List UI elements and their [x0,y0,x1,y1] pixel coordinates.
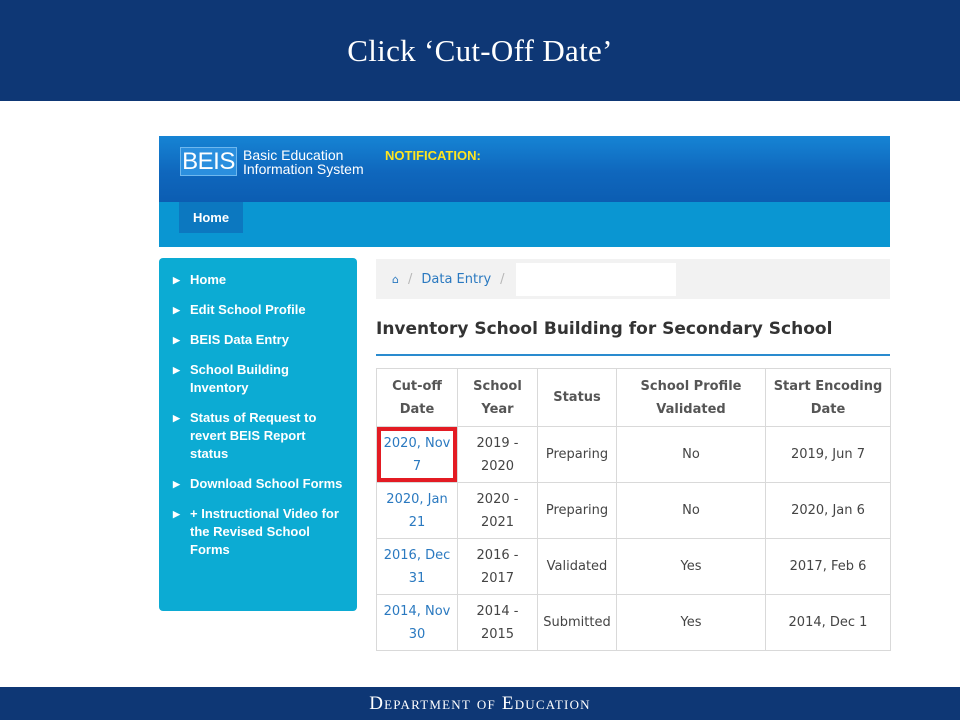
cutoff-date-link[interactable]: 2016, Dec 31 [383,547,451,586]
sidebar-item-edit-school-profile[interactable] [159,301,357,319]
cutoff-date-cell [377,483,458,539]
sidebar-item-label: + Instructional Video for the Revised School Forms [190,506,339,557]
logo-line-2: Information System [243,161,364,177]
sidebar [159,258,357,611]
status-cell: Preparing [538,427,617,483]
beis-app-screenshot [159,136,890,656]
caret-right-icon: ▶ [173,479,180,489]
validated-cell: Yes [617,595,766,651]
school-year-cell: 2016 - 2017 [458,539,538,595]
notification-label: NOTIFICATION: [385,148,481,163]
caret-right-icon: ▶ [173,275,180,285]
sidebar-item-label: Home [190,272,227,287]
sidebar-item-label: Download School Forms [190,476,343,491]
breadcrumb [376,259,890,299]
title-divider [376,354,890,356]
caret-right-icon: ▶ [173,413,180,423]
header-school-profile-validated[interactable]: School Profile Validated [617,369,766,427]
breadcrumb-separator: / [500,271,505,287]
header-start-encoding-date[interactable]: Start Encoding Date [766,369,891,427]
caret-right-icon: ▶ [173,335,180,345]
status-cell: Submitted [538,595,617,651]
slide-footer: Department of Education [0,687,960,720]
school-year-cell: 2019 - 2020 [458,427,538,483]
school-year-cell: 2014 - 2015 [458,595,538,651]
sidebar-item-download-school-forms[interactable] [159,475,357,493]
home-icon[interactable]: ⌂ [392,272,399,286]
sidebar-item-instructional-video[interactable] [159,505,357,559]
cutoff-date-link[interactable]: 2020, Nov 7 [383,435,451,474]
breadcrumb-separator: / [407,271,413,287]
sidebar-item-home[interactable] [159,271,357,289]
sidebar-item-beis-data-entry[interactable] [159,331,357,349]
header-school-year[interactable]: School Year [458,369,538,427]
logo-line-1: Basic Education [243,147,344,163]
table-row [377,483,891,539]
highlight-box [377,427,457,482]
top-nav [159,202,890,247]
inventory-table [376,368,891,651]
app-header [159,136,890,202]
validated-cell: Yes [617,539,766,595]
breadcrumb-current-blank [516,263,676,296]
nav-home-tab[interactable]: Home [179,202,243,233]
caret-right-icon: ▶ [173,509,180,519]
sidebar-item-label: School Building Inventory [190,362,289,395]
sidebar-item-label: BEIS Data Entry [190,332,289,347]
start-encoding-cell: 2020, Jan 6 [766,483,891,539]
sidebar-item-label: Status of Request to revert BEIS Report status [190,410,317,461]
cutoff-date-cell [377,595,458,651]
table-row [377,539,891,595]
breadcrumb-data-entry[interactable]: Data Entry [421,271,492,287]
validated-cell: No [617,427,766,483]
table-row [377,595,891,651]
cutoff-date-link[interactable]: 2020, Jan 21 [386,491,448,530]
caret-right-icon: ▶ [173,365,180,375]
page-title: Inventory School Building for Secondary School [376,319,833,339]
beis-logo[interactable]: BEIS [180,147,237,176]
validated-cell: No [617,483,766,539]
sidebar-item-status-of-request[interactable] [159,409,357,463]
start-encoding-cell: 2017, Feb 6 [766,539,891,595]
status-cell: Validated [538,539,617,595]
slide-title: Click ‘Cut-Off Date’ [0,0,960,101]
logo-text [243,148,364,176]
cutoff-date-link[interactable]: 2014, Nov 30 [383,603,451,642]
table-header-row [377,369,891,427]
caret-right-icon: ▶ [173,305,180,315]
cutoff-date-cell [377,539,458,595]
sidebar-item-school-building-inventory[interactable] [159,361,357,397]
header-cutoff-date[interactable]: Cut-off Date [377,369,458,427]
table-row [377,427,891,483]
sidebar-item-label: Edit School Profile [190,302,306,317]
school-year-cell: 2020 - 2021 [458,483,538,539]
start-encoding-cell: 2019, Jun 7 [766,427,891,483]
status-cell: Preparing [538,483,617,539]
cutoff-date-cell [377,427,458,483]
header-status[interactable]: Status [538,369,617,427]
start-encoding-cell: 2014, Dec 1 [766,595,891,651]
